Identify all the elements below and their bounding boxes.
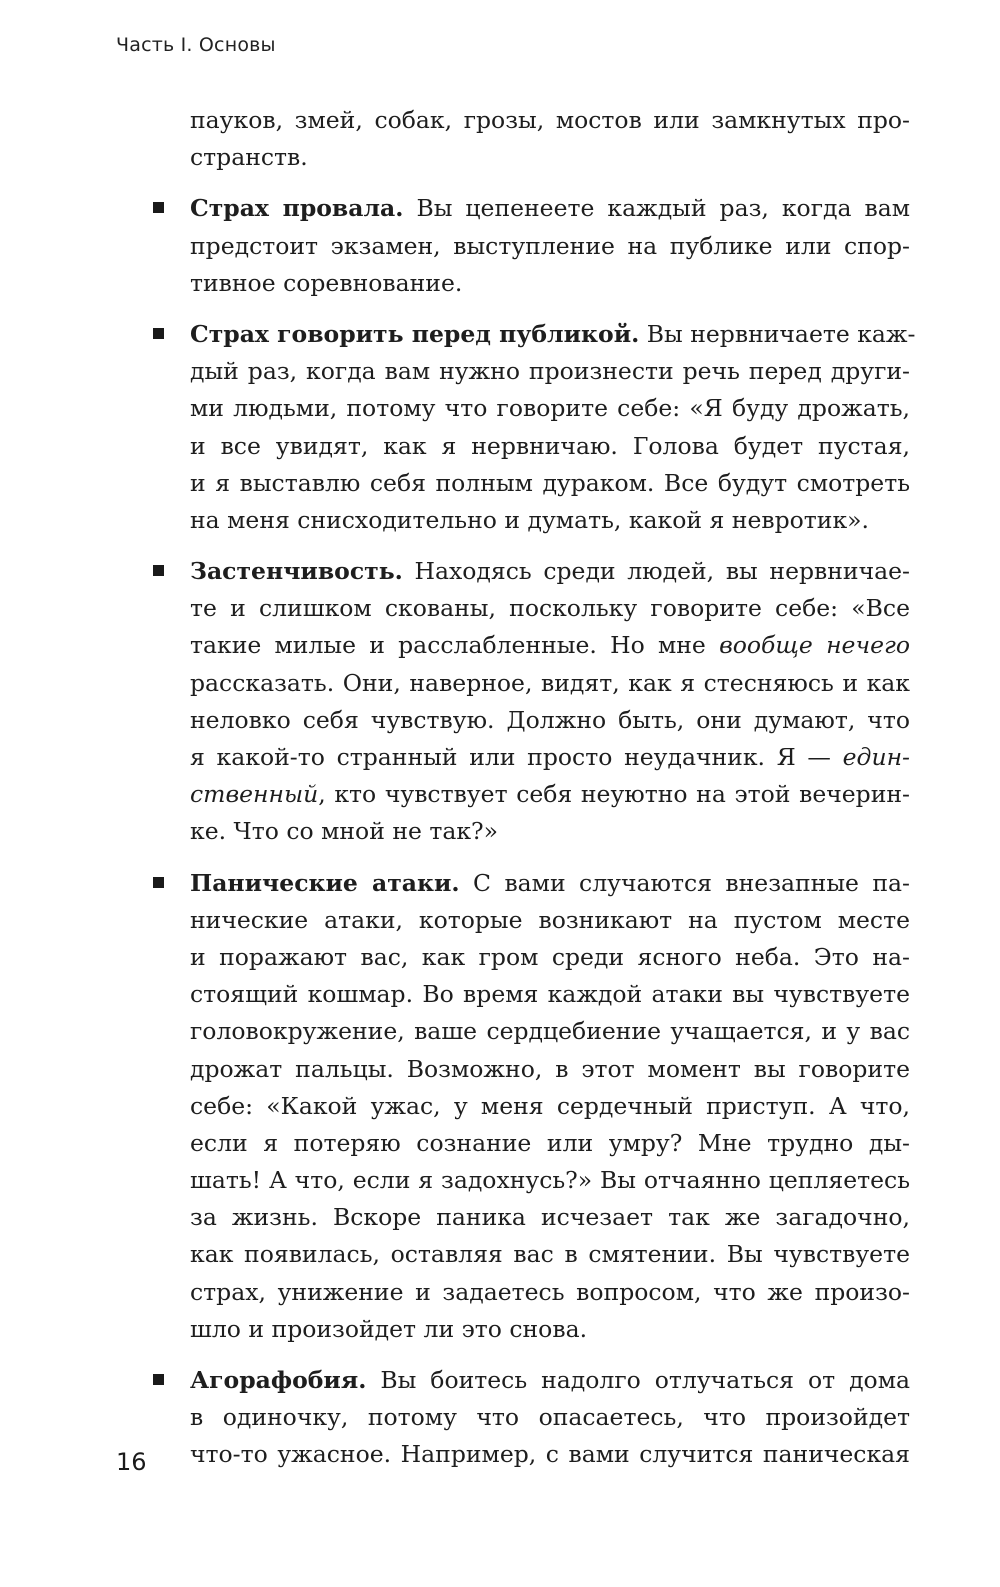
text-line: стоящий кошмар. Во время каждой атаки вы чувствуете xyxy=(190,980,910,1009)
body-text xyxy=(190,102,916,1474)
text-line: такие милые и расслабленные. Но мне вообще нечего xyxy=(190,631,911,660)
text-line: что-то ужасное. Например, с вами случится паническая xyxy=(190,1440,910,1469)
item-term: Страх говорить перед публикой. xyxy=(190,319,640,348)
emphasis: вообще нечего xyxy=(719,631,911,660)
text-line: головокружение, ваше сердцебиение учащается, и у вас xyxy=(190,1017,910,1046)
text-line: дый раз, когда вам нужно произнести речь перед други- xyxy=(190,357,910,386)
bullet-square-icon xyxy=(153,328,164,339)
text-line: если я потеряю сознание или умру? Мне трудно ды- xyxy=(190,1128,910,1157)
text-line: и поражают вас, как гром среди ясного неба. Это на- xyxy=(190,942,910,971)
text-line: предстоит экзамен, выступление на публике или спор- xyxy=(190,231,910,260)
text-line: пауков, змей, собак, грозы, мостов или замкнутых про- xyxy=(190,106,910,134)
text-line: Застенчивость. Находясь среди людей, вы нервничае- xyxy=(190,557,910,586)
text-line: на меня снисходительно и думать, какой я невротик». xyxy=(190,505,869,534)
text-line: Страх провала. Вы цепенеете каждый раз, когда вам xyxy=(190,194,910,223)
page-number: 16 xyxy=(116,1448,147,1476)
text-line: за жизнь. Вскоре паника исчезает так же загадочно, xyxy=(190,1203,910,1232)
text-line: дрожат пальцы. Возможно, в этот момент вы говорите xyxy=(190,1054,910,1083)
text-line: в одиночку, потому что опасаетесь, что произойдет xyxy=(190,1403,910,1432)
text-line: нические атаки, которые возникают на пустом месте xyxy=(190,905,910,934)
text-line: Страх говорить перед публикой. Вы нервничаете каж- xyxy=(190,319,916,348)
item-term: Панические атаки. xyxy=(190,868,460,897)
text-line: те и слишком скованы, поскольку говорите себе: «Все xyxy=(190,594,910,623)
text-line: ми людьми, потому что говорите себе: «Я буду дрожать, xyxy=(190,394,910,423)
item-term: Страх провала. xyxy=(190,194,404,223)
emphasis: един- xyxy=(842,743,910,771)
text-line: шать! А что, если я задохнусь?» Вы отчаянно цепляетесь xyxy=(190,1166,910,1195)
list-item-agoraphobia xyxy=(190,1362,910,1474)
text-line: неловко себя чувствую. Должно быть, они думают, что xyxy=(190,705,910,734)
text-line: ке. Что со мной не так?» xyxy=(190,817,499,846)
text-line: страх, унижение и задаетесь вопросом, что же произо- xyxy=(190,1277,910,1306)
emphasis: ственный xyxy=(190,780,319,809)
text-line: и все увидят, как я нервничаю. Голова будет пустая, xyxy=(190,431,910,460)
text-line: себе: «Какой ужас, у меня сердечный приступ. А что, xyxy=(190,1091,910,1120)
bullet-square-icon xyxy=(153,877,164,888)
bullet-square-icon xyxy=(153,1374,164,1385)
list-item-public-speaking xyxy=(190,316,916,539)
list-item-shyness xyxy=(190,553,910,851)
item-term: Агорафобия. xyxy=(190,1366,367,1394)
text-line: странств. xyxy=(190,143,308,172)
list-item-fear-of-failure xyxy=(190,190,910,302)
text-line: рассказать. Они, наверное, видят, как я стесняюсь и как xyxy=(190,668,910,697)
text-line: ственный, кто чувствует себя неуютно на этой вечерин- xyxy=(190,780,910,809)
list-item-panic-attacks xyxy=(190,865,910,1348)
text-line: тивное соревнование. xyxy=(190,268,463,297)
text-line: я какой-то странный или просто неудачник. Я — един- xyxy=(190,743,910,771)
text-line: Панические атаки. С вами случаются внезапные па- xyxy=(190,868,911,897)
running-header: Часть I. Основы xyxy=(116,34,276,56)
text-line: и я выставлю себя полным дураком. Все будут смотреть xyxy=(190,468,910,497)
bullet-square-icon xyxy=(153,202,164,213)
text-line: Агорафобия. Вы боитесь надолго отлучаться от дома xyxy=(190,1366,910,1394)
intro-paragraph xyxy=(190,102,910,176)
text-line: шло и произойдет ли это снова. xyxy=(190,1314,588,1343)
bullet-square-icon xyxy=(153,565,164,576)
item-term: Застенчивость. xyxy=(190,557,403,586)
text-line: как появилась, оставляя вас в смятении. Вы чувствуете xyxy=(190,1240,910,1269)
